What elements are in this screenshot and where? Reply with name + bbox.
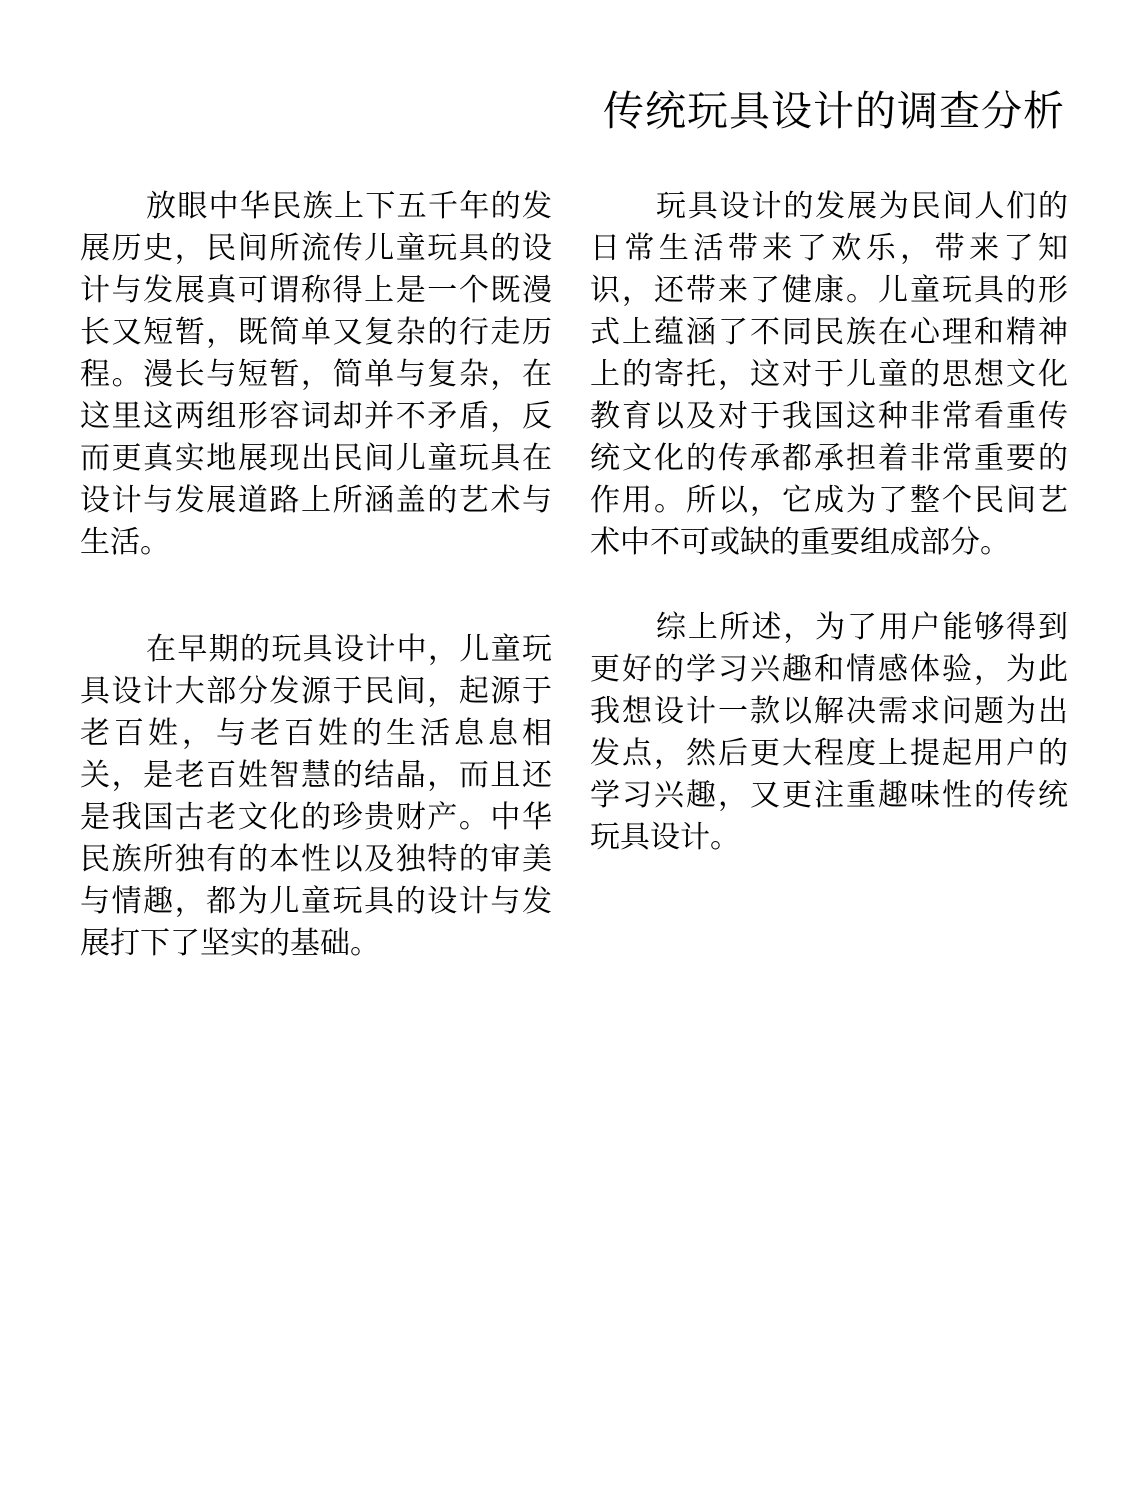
page-title: 传统玩具设计的调查分析 — [603, 87, 1065, 135]
right-paragraph-1: 玩具设计的发展为民间人们的日常生活带来了欢乐，带来了知识，还带来了健康。儿童玩具的形式上蕴涵了不同民族在心理和精神上的寄托，这对于儿童的思想文化教育以及对于我国这种非常看重传统文化的传承都承担着非常重要的作用。所以，它成为了整个民间艺术中不可或缺的重要组成部分。 — [590, 189, 1068, 560]
left-column — [80, 186, 552, 965]
right-paragraph-2: 综上所述，为了用户能够得到更好的学习兴趣和情感体验，为此我想设计一款以解决需求问题为出发点，然后更大程度上提起用户的学习兴趣，又更注重趣味性的传统玩具设计。 — [590, 610, 1068, 855]
left-paragraph-2: 在早期的玩具设计中，儿童玩具设计大部分发源于民间，起源于老百姓，与老百姓的生活息息相关，是老百姓智慧的结晶，而且还是我国古老文化的珍贵财产。中华民族所独有的本性以及独特的审美与情趣，都为儿童玩具的设计与发展打下了坚实的基础。 — [80, 632, 552, 961]
right-column — [590, 186, 1068, 859]
left-paragraph-1: 放眼中华民族上下五千年的发展历史，民间所流传儿童玩具的设计与发展真可谓称得上是一个既漫长又短暂，既简单又复杂的行走历程。漫长与短暂，简单与复杂，在这里这两组形容词却并不矛盾，反而更真实地展现出民间儿童玩具在设计与发展道路上所涵盖的艺术与生活。 — [80, 189, 552, 560]
